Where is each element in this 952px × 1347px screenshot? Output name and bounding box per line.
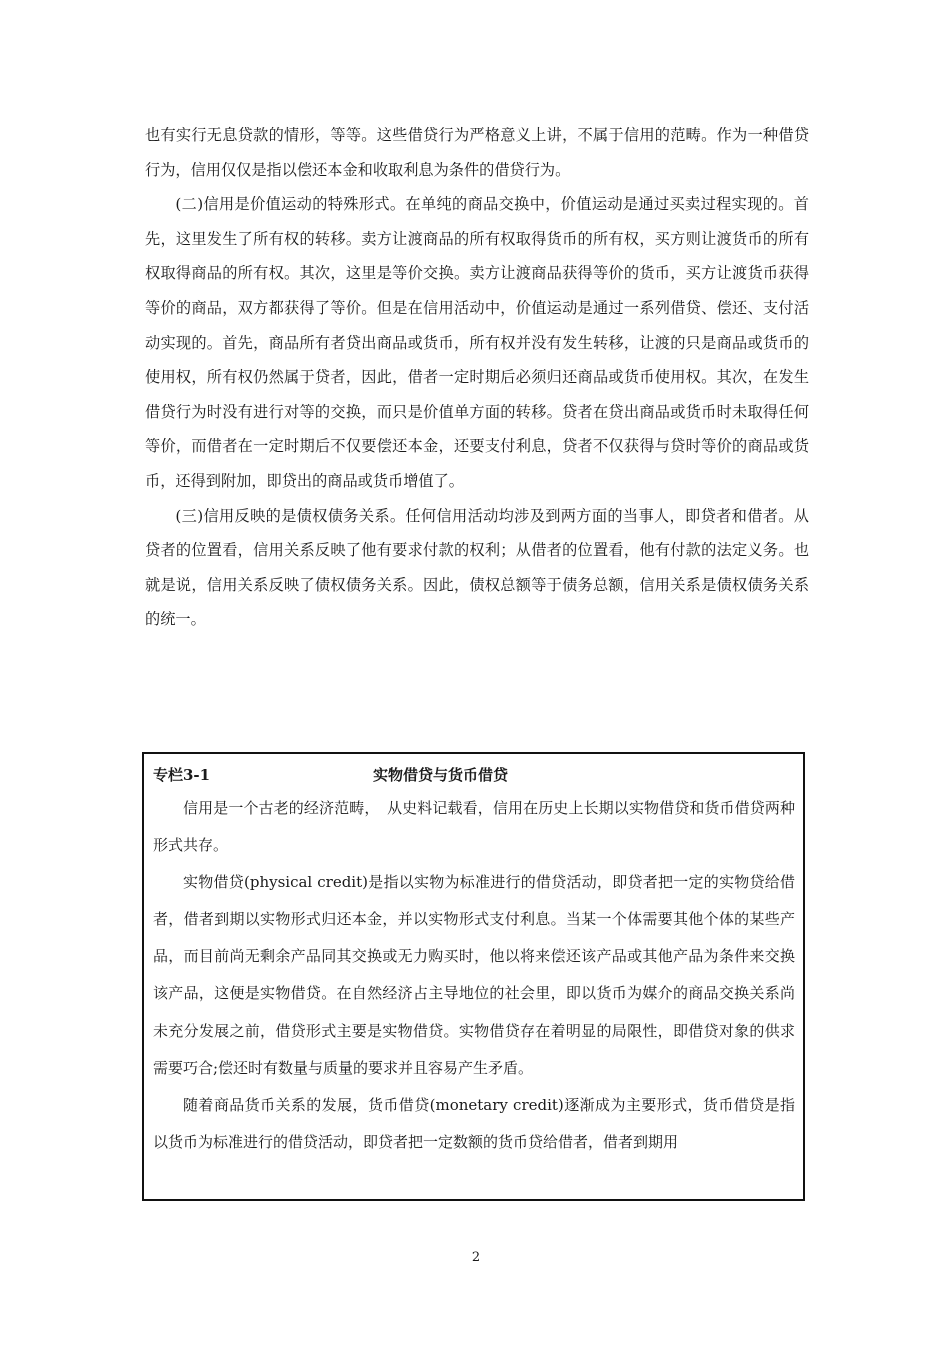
box-tag: 专栏3-1 xyxy=(153,766,211,784)
paragraph-intro: 也有实行无息贷款的情形，等等。这些借贷行为严格意义上讲，不属于信用的范畴。作为一种借贷行为，信用仅仅是指以偿还本金和收取利息为条件的借贷行为。 xyxy=(145,126,809,179)
paragraph-debt-relation: (三)信用反映的是债权债务关系。任何信用活动均涉及到两方面的当事人，即贷者和借者。从贷者的位置看，信用关系反映了他有要求付款的权利；从借者的位置看，他有付款的法定义务。也就是说，信用关系反映了债权债务关系。因此，债权总额等于债务总额，信用关系是债权债务关系的统一。 xyxy=(145,506,809,629)
paragraph-value-movement: (二)信用是价值运动的特殊形式。在单纯的商品交换中，价值运动是通过买卖过程实现的。首先，这里发生了所有权的转移。卖方让渡商品的所有权取得货币的所有权，买方则让渡货币的所有权取得商品的所有权。其次，这里是等价交换。卖方让渡商品获得等价的货币，买方让渡货币获得等价的商品，双方都获得了等价。但是在信用活动中，价值运动是通过一系列借贷、偿还、支付活动实现的。首先，商品所有者贷出商品或货币，所有权并没有发生转移，让渡的只是商品或货币的使用权，所有权仍然属于贷者，因此，借者一定时期后必须归还商品或货币使用权。其次，在发生借贷行为时没有进行对等的交换，而只是价值单方面的转移。贷者在贷出商品或货币时未取得任何等价，而借者在一定时期后不仅要偿还本金，还要支付利息，贷者不仅获得与贷时等价的商品或货币，还得到附加，即贷出的商品或货币增值了。 xyxy=(145,195,809,490)
sidebar-box xyxy=(142,752,805,1201)
body-text xyxy=(145,118,809,637)
box-title: 实物借贷与货币借贷 xyxy=(373,766,509,784)
box-paragraph-physical-credit: 实物借贷(physical credit)是指以实物为标准进行的借贷活动，即贷者把一定的实物贷给借者，借者到期以实物形式归还本金，并以实物形式支付利息。当某一个体需要其他个体的某些产品，而目前尚无剩余产品同其交换或无力购买时，他以将来偿还该产品或其他产品为条件来交换该产品，这便是实物借贷。在自然经济占主导地位的社会里，即以货币为媒介的商品交换关系尚未充分发展之前，借贷形式主要是实物借贷。实物借贷存在着明显的局限性，即借贷对象的供求需要巧合;偿还时有数量与质量的要求并且容易产生矛盾。 xyxy=(153,873,795,1077)
box-paragraph-monetary-credit: 随着商品货币关系的发展，货币借贷(monetary credit)逐渐成为主要形式，货币借贷是指以货币为标准进行的借贷活动，即贷者把一定数额的货币贷给借者，借者到期用 xyxy=(153,1095,795,1151)
box-body xyxy=(153,790,795,1161)
box-header xyxy=(153,760,795,790)
page-number: 2 xyxy=(471,1250,481,1265)
box-paragraph-intro: 信用是一个古老的经济范畴， 从史料记载看，信用在历史上长期以实物借贷和货币借贷两种形式共存。 xyxy=(153,799,795,855)
